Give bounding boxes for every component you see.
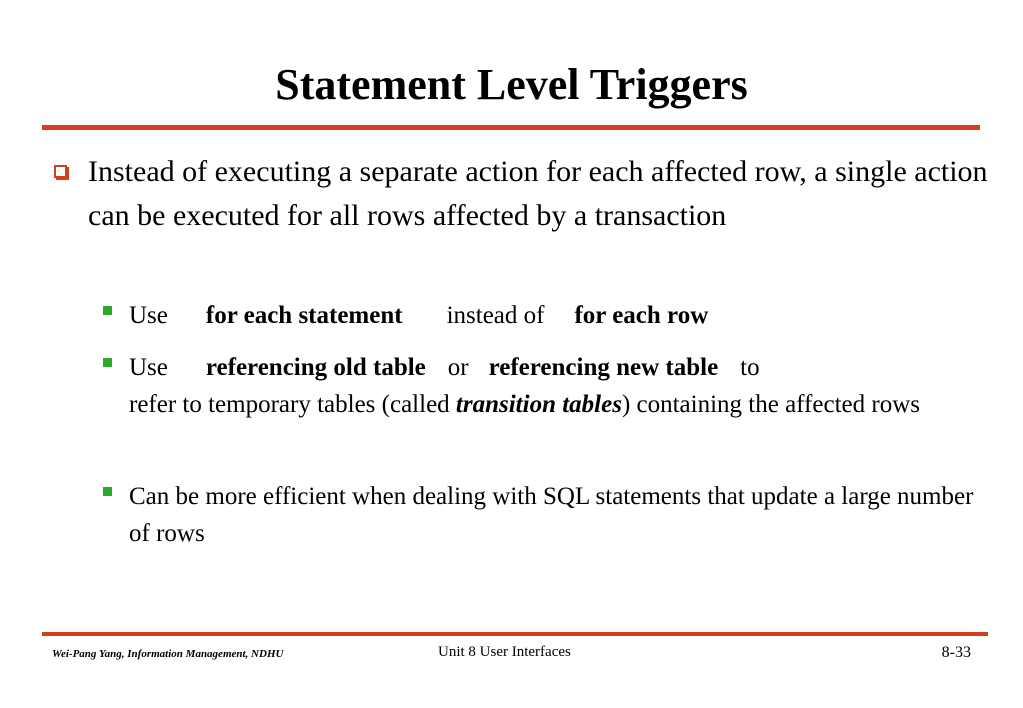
keyword-referencing-old-table: referencing old table <box>205 354 426 381</box>
footer-author: Wei-Pang Yang, Information Management, NDHU <box>52 648 284 660</box>
sub-bullet-text: Use <box>129 302 168 329</box>
green-square-bullet-icon <box>103 306 112 315</box>
main-bullet-text: Instead of executing a separate action for each affected row, a single action can be executed for all rows affected by a transaction <box>88 155 988 232</box>
page-number: 8-33 <box>941 644 971 661</box>
green-square-bullet-icon <box>103 358 112 367</box>
green-square-bullet-icon <box>103 487 112 496</box>
sub-bullet-text: instead of <box>446 302 545 329</box>
sub-bullet-text: refer to temporary tables (called <box>129 391 450 418</box>
sub-bullet-text: to <box>740 354 760 381</box>
slide-title: Statement Level Triggers <box>275 60 748 109</box>
keyword-for-each-statement: for each statement <box>205 302 403 329</box>
sub-bullet-text: ) containing the affected rows <box>621 391 920 418</box>
keyword-transition-tables: transition tables <box>455 391 622 418</box>
keyword-for-each-row: for each row <box>574 302 709 329</box>
keyword-referencing-new-table: referencing new table <box>488 354 719 381</box>
footer-unit: Unit 8 User Interfaces <box>438 644 571 660</box>
sub-bullet-referencing <box>129 349 989 423</box>
sub-bullet-for-each-statement <box>129 297 989 334</box>
sub-bullet-efficiency: Can be more efficient when dealing with SQL statements that update a large number of rows <box>129 483 974 547</box>
footer-rule <box>42 632 988 636</box>
title-underline <box>42 125 980 130</box>
sub-bullet-text: Use <box>129 354 168 381</box>
hollow-square-bullet-icon <box>54 165 67 178</box>
sub-bullet-text: or <box>447 354 469 381</box>
